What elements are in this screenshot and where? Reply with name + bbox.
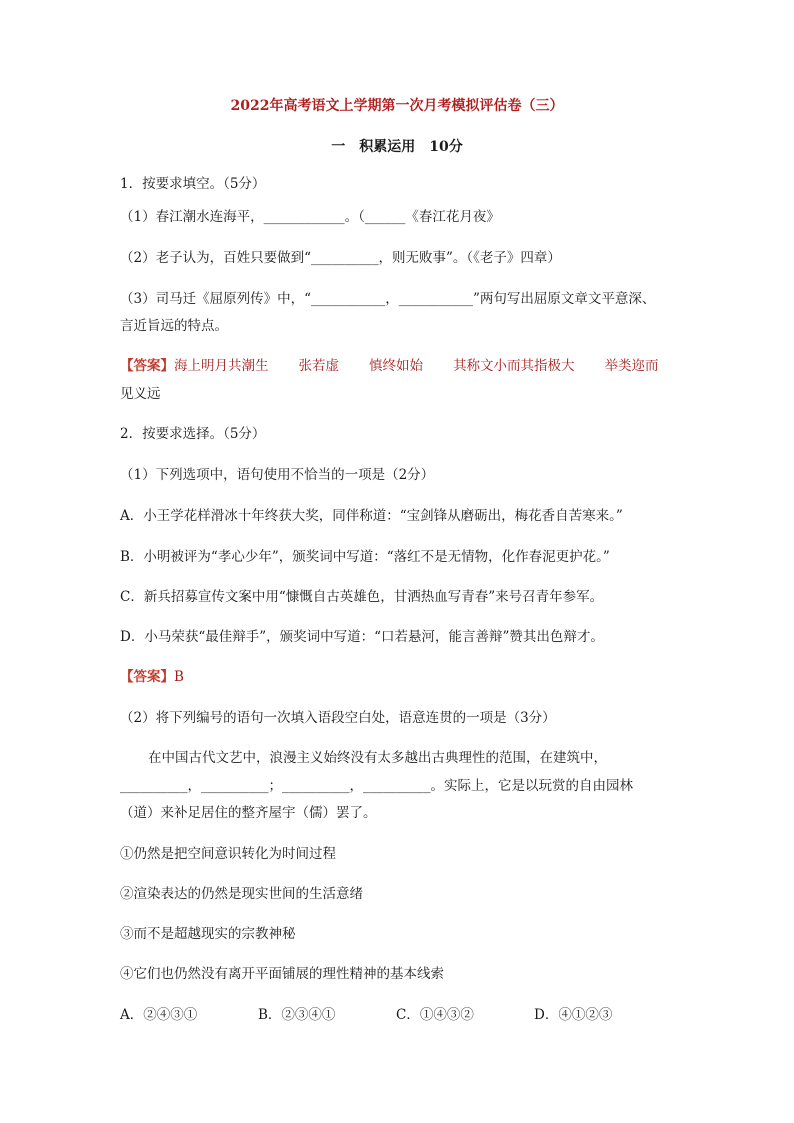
q2-sub1: （1）下列选项中，语句使用不恰当的一项是（2分） [120, 467, 435, 483]
choice-b: B．②③④① [258, 1007, 336, 1023]
q2-heading: 2．按要求选择。（5分） [120, 426, 266, 442]
q1-item-3-cont: 言近旨远的特点。 [120, 318, 228, 334]
q2-options-row [120, 1003, 612, 1023]
q2-option-b: B．小明被评为“孝心少年”，颁奖词中写道：“落红不是无情物，化作春泥更护花。” [120, 549, 610, 565]
q1-item-2: （2）老子认为，百姓只要做到“__________，则无败事”。（《老子》四章） [120, 250, 561, 266]
answer-value: B [174, 669, 184, 685]
choice-a: A．②④③① [120, 1007, 198, 1023]
choice-c: C．①④③② [396, 1007, 474, 1023]
answer-item: 慎终如始 [369, 358, 423, 374]
answer-item: 海上明月共潮生 [174, 358, 269, 374]
answer-item: 张若虚 [298, 358, 339, 374]
q1-item-1: （1）春江潮水连海平，____________。（______《春江花月夜》 [120, 209, 500, 225]
q2-option-a: A．小王学花样滑冰十年终获大奖，同伴称道：“宝剑锋从磨砺出，梅花香自苦寒来。” [120, 508, 623, 524]
sentence-3: ③而不是超越现实的宗教神秘 [120, 926, 296, 942]
answer-label: 【答案】 [120, 358, 174, 374]
passage-line-1: 在中国古代文艺中，浪漫主义始终没有太多越出古典理性的范围，在建筑中， [148, 750, 607, 766]
q2-option-d: D．小马荣获“最佳辩手”，颁奖词中写道：“口若悬河，能言善辩”赞其出色辩才。 [120, 629, 604, 645]
answer-label: 【答案】 [120, 669, 174, 685]
answer-item: 其称文小而其指极大 [453, 358, 575, 374]
sentence-1: ①仍然是把空间意识转化为时间过程 [120, 846, 336, 862]
q2-answer [120, 665, 184, 685]
q1-heading: 1．按要求填空。（5分） [120, 176, 266, 192]
q2-sub2: （2）将下列编号的语句一次填入语段空白处，语意连贯的一项是（3分） [120, 710, 556, 726]
sentence-4: ④它们也仍然没有离开平面铺展的理性精神的基本线索 [120, 966, 444, 982]
passage-line-3: （道）来补足居住的整齐屋宇（儒）罢了。 [120, 805, 377, 821]
answer-item: 举类迩而 [604, 358, 659, 374]
exam-title: 2022年高考语文上学期第一次月考模拟评估卷（三） [230, 98, 564, 114]
sentence-2: ②渲染表达的仍然是现实世间的生活意绪 [120, 886, 363, 902]
choice-d: D．④①②③ [534, 1007, 613, 1023]
q1-answer [120, 354, 659, 374]
q1-answer-cont: 见义远 [120, 386, 161, 402]
section-heading: 一 积累运用 10分 [331, 139, 463, 155]
q2-option-c: C．新兵招募宣传文案中用“慷慨自古英雄色，甘洒热血写青春”来号召青年参军。 [120, 589, 604, 605]
passage-line-2: __________，__________；__________，__________。实际上，它是以玩赏的自由园林 [120, 778, 633, 794]
q1-item-3: （3）司马迁《屈原列传》中，“___________，___________”两句写出屈原文章文平意深、 [120, 291, 656, 307]
